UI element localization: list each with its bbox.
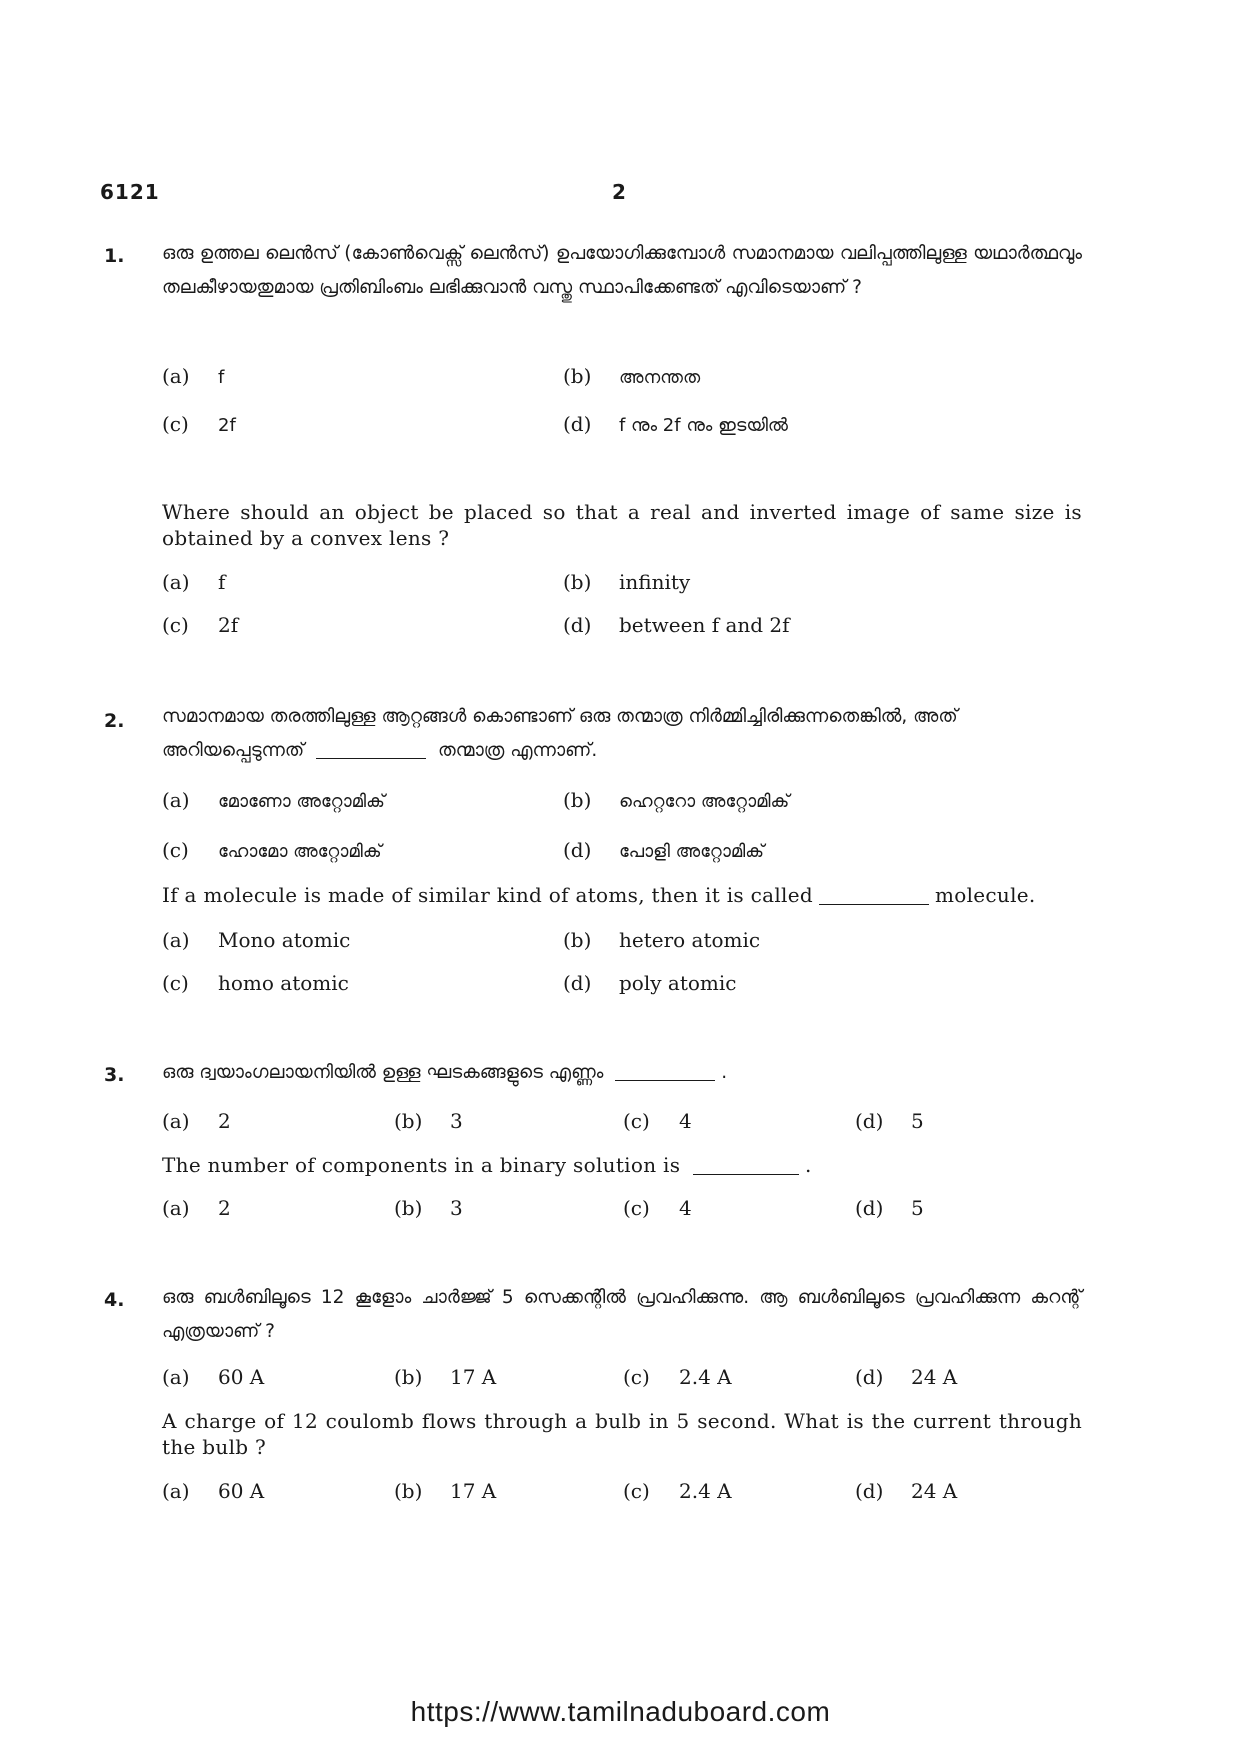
option-c-malayalam [623,1109,692,1133]
question-number: 4. [104,1289,125,1311]
question-text-malayalam [162,700,1082,768]
option-text: 2.4 A [679,1479,732,1503]
option-label: (b) [563,928,592,952]
option-a-english [162,1479,264,1503]
option-text: between f and 2f [619,613,790,637]
option-label: (d) [855,1109,884,1133]
option-b-malayalam [394,1109,463,1133]
answer-blank [316,758,426,759]
option-label: (a) [162,1109,190,1133]
option-label: (c) [162,613,189,637]
question-text-malayalam: ഒരു ബൾബിലൂടെ 12 കൂളോം ചാർജ്ജ് 5 സെക്കന്റിൽ പ്രവഹിക്കുന്നു. ആ ബൾബിലൂടെ പ്രവഹിക്കുന്ന കറന്റ് എത്രയാണ് ? [162,1287,1082,1342]
question-text-english [162,882,1082,908]
option-a-malayalam [162,364,224,388]
answer-blank [819,904,929,905]
option-text: 60 A [218,1479,265,1503]
paper-code: 6121 [100,180,160,204]
option-b-english [563,928,760,952]
option-text: hetero atomic [619,928,761,952]
option-text: 17 A [450,1479,497,1503]
option-label: (b) [394,1109,423,1133]
option-text: 2f [218,415,236,436]
option-a-malayalam [162,1365,264,1389]
option-text: 60 A [218,1365,265,1389]
option-c-malayalam [162,412,236,436]
option-text: ഹോമോ അറ്റോമിക് [218,841,382,862]
option-label: (a) [162,570,190,594]
option-label: (b) [394,1196,423,1220]
question-text-part: . [804,1153,812,1177]
option-label: (a) [162,364,190,388]
option-text: 5 [911,1196,924,1220]
option-text: 3 [450,1196,463,1220]
option-d-malayalam [855,1109,924,1133]
option-text: poly atomic [619,971,737,995]
option-b-english [563,570,690,594]
option-d-english [563,613,790,637]
option-label: (d) [563,613,592,637]
question-number: 1. [104,245,125,267]
option-text: 4 [679,1196,692,1220]
option-d-english [563,971,736,995]
question-text-malayalam: ഒരു ഉത്തല ലെൻസ് (കോൺവെക്സ് ലെൻസ്) ഉപയോഗിക്കുമ്പോൾ സമാനമായ വലിപ്പത്തിലുള്ള യഥാർത്ഥവും തലകീഴായതുമായ പ്രതിബിംബം ലഭിക്കുവാൻ വസ്തു സ്ഥാപിക്കേണ്ടത് എവിടെയാണ് ? [162,243,1082,298]
option-b-malayalam [563,788,789,812]
question-text-part: If a molecule is made of similar kind of atoms, then it is called [162,883,813,907]
option-text: മോണോ അറ്റോമിക് [218,791,385,812]
answer-blank [693,1174,799,1175]
option-text: 17 A [450,1365,497,1389]
option-b-malayalam [394,1365,496,1389]
option-c-english [162,971,349,995]
option-label: (a) [162,1365,190,1389]
option-label: (b) [563,570,592,594]
question-text-english [162,1152,1082,1178]
option-text: Mono atomic [218,928,351,952]
option-label: (c) [623,1109,650,1133]
option-text: 2f [218,613,239,637]
option-b-english [394,1479,496,1503]
question-number: 3. [104,1064,125,1086]
option-label: (a) [162,1196,190,1220]
question-text-part: molecule. [934,883,1036,907]
option-text: 4 [679,1109,692,1133]
option-label: (b) [394,1365,423,1389]
option-c-english [162,613,238,637]
option-b-malayalam [563,364,700,388]
option-d-english [855,1196,924,1220]
option-text: 3 [450,1109,463,1133]
option-c-english [623,1479,732,1503]
page-number: 2 [612,180,627,204]
question-text-part: . [721,1062,728,1083]
option-text: അനന്തത [619,367,701,388]
question-text-part: ഒരു ദ്വയാംഗലായനിയിൽ ഉള്ള ഘടകങ്ങളുടെ എണ്ണം [162,1062,604,1083]
question-text-part: സമാനമായ തരത്തിലുള്ള ആറ്റങ്ങൾ കൊണ്ടാണ് ഒരു തന്മാത്ര നിർമ്മിച്ചിരിക്കുന്നതെങ്കിൽ, അത് അറിയപ്പെടുന്നത് [162,706,958,761]
option-a-malayalam [162,1109,231,1133]
option-text: 5 [911,1109,924,1133]
footer-url: https://www.tamilnaduboard.com [410,1696,831,1727]
option-label: (a) [162,1479,190,1503]
option-text: infinity [619,570,691,594]
option-text: 2 [218,1196,231,1220]
option-label: (d) [563,412,592,436]
option-c-english [623,1196,692,1220]
option-text: 24 A [911,1479,958,1503]
option-label: (d) [855,1479,884,1503]
option-text: ഹെറ്ററോ അറ്റോമിക് [619,791,790,812]
option-text: 2 [218,1109,231,1133]
option-c-malayalam [623,1365,732,1389]
option-d-malayalam [563,838,764,862]
option-label: (c) [623,1479,650,1503]
question-text-malayalam [162,1056,1082,1090]
option-label: (c) [623,1365,650,1389]
option-d-malayalam [855,1365,957,1389]
option-label: (d) [563,971,592,995]
option-a-malayalam [162,788,385,812]
option-label: (c) [623,1196,650,1220]
option-label: (b) [563,364,592,388]
question-text-part: The number of components in a binary solution is [162,1153,681,1177]
option-text: homo atomic [218,971,349,995]
option-text: f [218,570,226,594]
option-label: (d) [855,1365,884,1389]
option-a-english [162,928,350,952]
option-text: f നും 2f നും ഇടയിൽ [619,415,788,436]
option-label: (c) [162,412,189,436]
option-label: (d) [563,838,592,862]
option-text: 2.4 A [679,1365,732,1389]
option-label: (b) [563,788,592,812]
option-text: പോളി അറ്റോമിക് [619,841,765,862]
option-d-english [855,1479,957,1503]
question-text-english: Where should an object be placed so that a real and inverted image of same size is obtained by a convex lens ? [162,500,1082,550]
answer-blank [615,1080,715,1081]
option-d-malayalam [563,412,788,436]
option-label: (d) [855,1196,884,1220]
question-text-part: തന്മാത്ര എന്നാണ്. [437,740,598,761]
option-c-malayalam [162,838,382,862]
option-label: (b) [394,1479,423,1503]
option-label: (c) [162,971,189,995]
option-a-english [162,1196,231,1220]
option-label: (a) [162,928,190,952]
option-text: f [218,367,225,388]
option-label: (c) [162,838,189,862]
question-text-english: A charge of 12 coulomb flows through a bulb in 5 second. What is the current through the bulb ? [162,1409,1082,1459]
option-b-english [394,1196,463,1220]
option-a-english [162,570,225,594]
question-number: 2. [104,710,125,732]
option-text: 24 A [911,1365,958,1389]
option-label: (a) [162,788,190,812]
